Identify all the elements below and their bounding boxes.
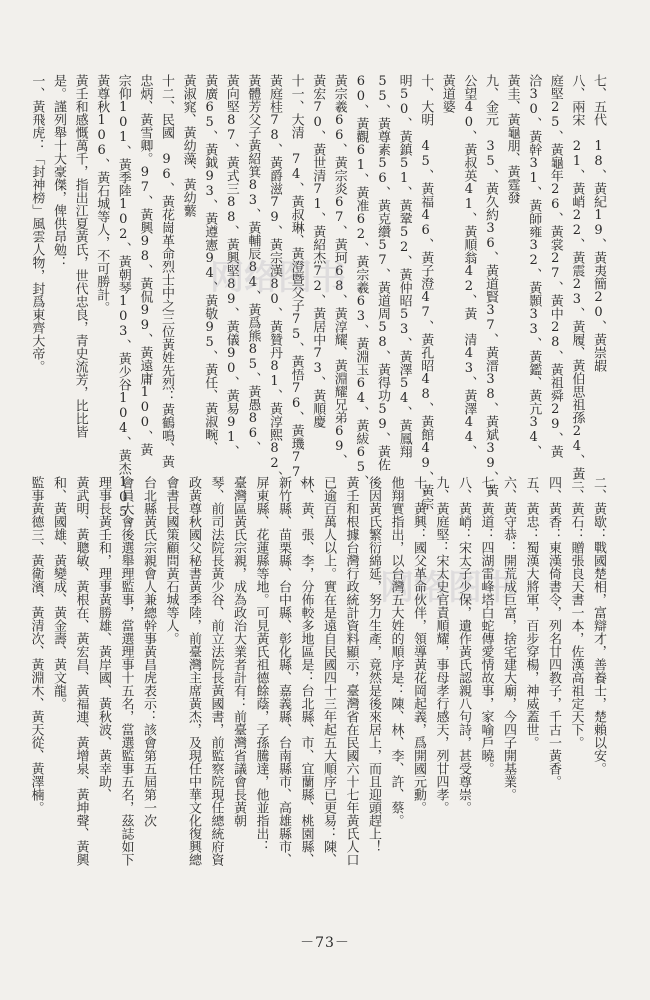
text-column: 55、黃尊素56、黃克纘57、黃道周58、黃得功59、黃佐 [375, 74, 390, 471]
text-column: 五、黃忠：蜀漢大將軍，百步穿楊，神威蓋世。 [523, 476, 539, 749]
text-column: 黃宏70、黃世清71、黃紹杰72、黃居中73、黃順慶 [310, 74, 326, 428]
text-column: 理事長黃壬和，理事黃勝雄、黃岸國、黃秋波、黃幸助、 [96, 476, 111, 801]
text-column: 洽30、黃幹31、黃師雍32、黃顥33、黃鑑、黃亢34、 [526, 74, 542, 458]
text-column: 林、黃、張、李，分佈較多地區是：台北縣、市、宜蘭縣、桃園縣、 [298, 476, 314, 866]
text-column: 黃宗羲66、黃宗炎67、黃珂68、黃淳耀、黃淵耀兄弟69、 [331, 74, 347, 467]
text-column: 黃庭桂78、黃爵滋79、黃宗漢80、黃贊丹81、黃淳熙82、 [267, 74, 282, 484]
text-column: 黃廣65、黃鉞93、黃遵憲94、黃敬95、黃任、黃淑畹、 [202, 74, 218, 454]
text-column: 明50、黃鎮51、黃鞏52、黃仲昭53、黃澤54、黃鳳翔 [396, 74, 412, 458]
text-column: 公望40、黃叔英41、黃順翁42、黃 清43、黃澤44、 [461, 74, 477, 458]
text-column: 他翔實指出，以台灣五大姓的順序是：陳、林、李、許、蔡。 [388, 476, 404, 827]
text-column: 會書長國策顧問黃石城等人。 [163, 476, 179, 645]
text-column: 三、黃石：贈張良天書一本，佐漢高祖定天下。 [568, 476, 584, 749]
text-column: 七、黃道：四湖雷峰塔白蛇傳愛情故事，家喻戶曉。 [478, 476, 494, 775]
text-column: 六、黃守恭：開荒成巨富，捨宅建大廟，今四子開基業。 [501, 476, 516, 801]
text-column: 九、金元 35、黃久約36、黃道賢37、黃溍38、黃斌39、黃 [483, 74, 498, 497]
text-column: 新竹縣、苗栗縣、台中縣、彰化縣、嘉義縣、台南縣市、高雄縣市、 [276, 476, 291, 866]
watermark: 网络图书 [210, 258, 346, 298]
text-column: 後因黃氏繁衍綿延，努力生產，竟然是後來居上，而且迎頭趕上！ [366, 476, 381, 853]
text-column: 一、黃飛虎：「封神榜」風雲人物，封爲東齊大帝。 [29, 74, 45, 373]
text-column: 台北縣黃氏宗親會人兼總幹事黃昌虎表示：該會第五屆第一次 [141, 476, 156, 827]
text-column: 黃壬和根據台灣行政統計資料顯示，臺灣省在民國六十七年黃氏人口 [343, 476, 359, 866]
watermark: 网络图书 [380, 568, 516, 608]
text-column: 臺灣區黃氏宗親，成為政治大業者計有：前臺灣省議會長黃朝 [231, 476, 246, 827]
text-column: 政黃尊秋國父秘書黃季陸，前臺灣主席黃杰，及現任中華文化復興總 [186, 476, 201, 866]
text-column: 十、大明 45、黃福46、黃子澄47、黃孔昭48、黃館49、黃宗 [418, 74, 434, 510]
text-column: 十一、大清 74、黃叔琳、黃澄暨父子75、黃悟76、黃璣77、 [288, 74, 304, 493]
text-column: 庭堅25、黃龜年26、黃裳27、黃中28、黃祖舜29、黃 [547, 74, 563, 458]
page-number: －73－ [300, 935, 350, 951]
text-column: 七、五代 18、黃紀19、黃夷簡20、黃崇嘏 [591, 74, 606, 372]
text-column: 九、黃庭堅：宋太史官責順耀，事母孝行感天，列廿四孝。 [433, 476, 449, 814]
text-column: 琴、前司法院長黃少谷、前立法院長黃國書，前監察院現任總統府資 [208, 476, 224, 866]
text-column: 黃武明、黃聰敏、黃根在、黃宏昌、黃福連、黃增泉、黃坤聲、黃興 [73, 476, 89, 866]
text-column: 宗仰101、黃季陸102、黃朝琴103、黃少谷104、黃杰105、 [115, 74, 131, 533]
text-column: 監事黃德三、黃衛濱、黃清次、黃淵木、黃天從、黃澤楠。 [28, 476, 44, 814]
text-column: 黃圭、黃龜朋、黃霆發 [504, 74, 520, 204]
text-column: 黃淑窕、黃幼藻、黃幼蘩 [180, 74, 196, 217]
text-column: 八、兩宋 21、黃峭22、黃震23、黃履、黃伯思祖孫24、黃 [569, 74, 585, 480]
text-column: 會員大會後選舉理監事，當選理事十五名，當選監事五名，茲誌如下 [118, 476, 134, 866]
text-column: 忠炳、黃雪卿。97、黃興98、黃侃99、黃遠庸100、黃 [137, 74, 153, 456]
text-column: 是。謹列舉十大豪傑，俾供昂勉： [51, 74, 66, 269]
text-column: 屏東縣、花蓮縣等地。可見黃氏祖德餘蔭，子孫騰達，他並指出： [253, 476, 269, 853]
text-column: 八、黃峭：宋太子少保，遺作黃氏認親八句詩，甚受尊崇。 [456, 476, 471, 814]
bleed-through-text [0, 2, 650, 42]
text-column: 黃向堅87、黃式三88、黃興堅89、黃儀90、黃易91、 [223, 74, 239, 458]
text-column: 黃道婆 [439, 74, 455, 113]
text-column: 黃體芳父子黃紹箕83、黃輔辰84、黃爲熊85、黃愚86、 [245, 74, 261, 454]
text-column: 二、黃歇：戰國楚相，富辯才，善養士，楚賴以安。 [591, 476, 606, 775]
text-column: 十、黃興：國父革命伙伴，領導黃花岡起義，爲開國元勳。 [411, 476, 426, 814]
text-column: 已逾百萬人以上。實在是遠自民國四十三年起五大順序已更易：陳、 [321, 476, 336, 866]
text-column: 60、黃觀61、黃准62、黃宗羲63、黃淵玉64、黃紱65、 [353, 74, 369, 488]
text-column: 黃尊秋106、黃石城等人，不可勝計。 [94, 74, 110, 314]
text-column: 四、黃香：東漢倚書令，列名廿四教子，千古一黃香。 [546, 476, 561, 788]
text-column: 和、黃國雄、黃變成、黃金壽、黃文龍。 [51, 476, 66, 710]
text-column: 十二、民國 96、黃花崗革命烈士中之三位黃姓先烈：黃鶴鳴、黃 [159, 74, 174, 468]
text-column: 黃壬和感慨萬千，指出江夏黃氏，世代忠良，青史流芳，比比皆 [72, 74, 88, 438]
